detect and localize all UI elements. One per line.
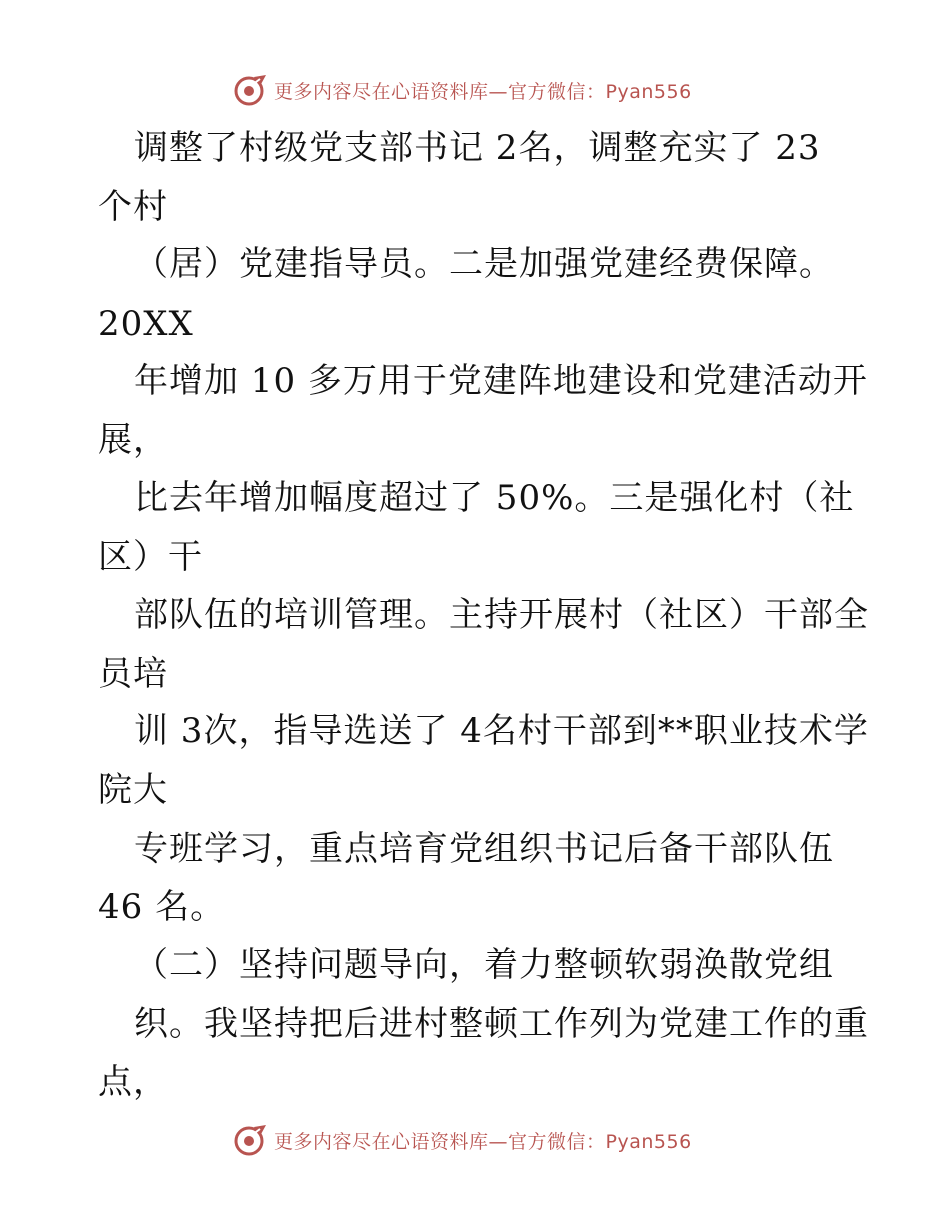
body-line: 调整了村级党支部书记 2名，调整充实了 23	[134, 128, 821, 168]
body-line: （二）坚持问题导向，着力整顿软弱涣散党组	[134, 945, 834, 985]
body-line: 个村	[98, 187, 168, 227]
footer-watermark	[234, 1122, 692, 1158]
body-line: 院大	[98, 770, 168, 810]
body-line: 训 3次，指导选送了 4名村干部到**职业技术学	[134, 711, 869, 751]
body-line: 20XX	[98, 304, 194, 344]
body-line: 比去年增加幅度超过了 50%。三是强化村（社	[134, 478, 855, 518]
body-line: （居）党建指导员。二是加强党建经费保障。	[134, 244, 834, 284]
body-line: 员培	[98, 654, 168, 694]
watermark-text: 更多内容尽在心语资料库—官方微信：Pyan556	[274, 80, 692, 103]
body-line: 年增加 10 多万用于党建阵地建设和党建活动开	[134, 361, 868, 401]
watermark-text: 更多内容尽在心语资料库—官方微信：Pyan556	[274, 1130, 692, 1153]
body-line: 展，	[98, 420, 168, 460]
header-watermark	[234, 72, 692, 108]
body-line: 专班学习，重点培育党组织书记后备干部队伍	[134, 829, 834, 869]
body-line: 部队伍的培训管理。主持开展村（社区）干部全	[134, 595, 869, 635]
pen-circle-logo-icon	[234, 1123, 268, 1157]
pen-circle-logo-icon	[234, 73, 268, 107]
body-line: 46 名。	[98, 887, 226, 927]
body-line: 区）干	[98, 537, 203, 577]
body-line: 织。我坚持把后进村整顿工作列为党建工作的重	[134, 1004, 869, 1044]
body-line: 点，	[98, 1062, 168, 1102]
